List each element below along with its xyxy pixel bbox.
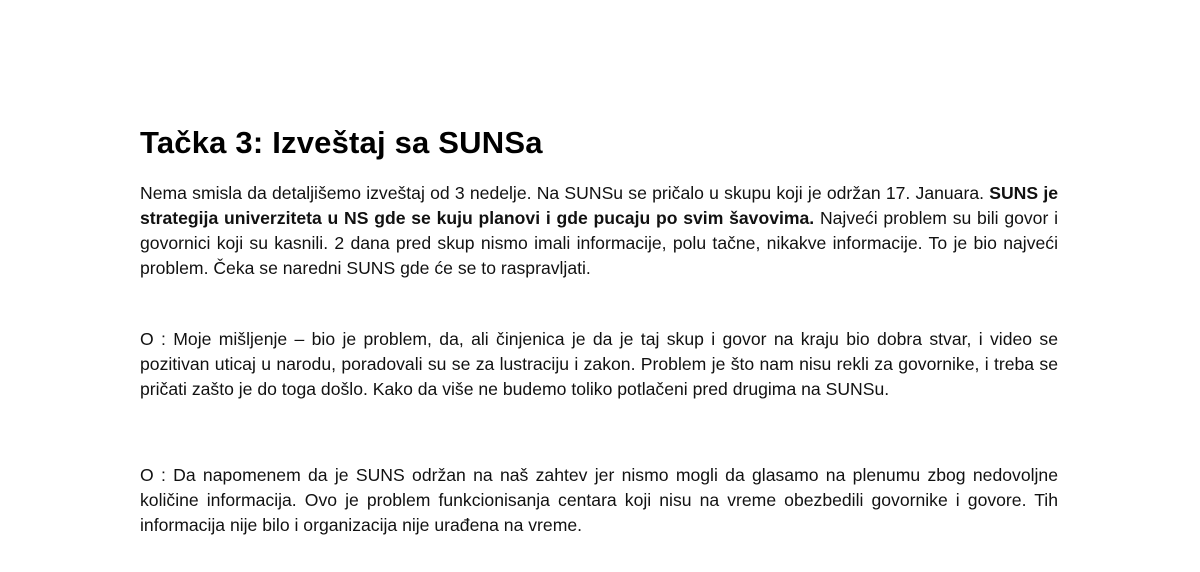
paragraph-report	[140, 181, 1058, 281]
paragraph-opinion-2: O : Da napomenem da je SUNS održan na naš zahtev jer nismo mogli da glasamo na plenumu zbog nedovoljne količine informacija. Ovo je problem funkcionisanja centara koji nisu na vreme obezbedili govornike i govore. Tih informacija nije bilo i organizacija nije urađena na vreme.	[140, 465, 1058, 535]
paragraph-report-rest: Najveći problem su bili govor i govornici koji su kasnili. 2 dana pred skup nismo imali informacije, polu tačne, nikakve informacije. To je bio najveći problem. Čeka se naredni SUNS gde će se to raspravljati.	[140, 208, 1058, 278]
paragraph-opinion-1: O : Moje mišljenje – bio je problem, da, ali činjenica je da je taj skup i govor na kraju bio dobra stvar, i video se pozitivan uticaj u narodu, poradovali su se za lustraciju i zakon. Problem je što nam nisu rekli za govornike, i treba se pričati zašto je do toga došlo. Kako da više ne budemo toliko potlačeni pred drugima na SUNSu.	[140, 329, 1058, 399]
paragraph-report-emphasis: SUNS je strategija univerziteta u NS gde se kuju planovi i gde pucaju po svim šavovima.	[140, 183, 1058, 228]
paragraph-report-intro: Nema smisla da detaljišemo izveštaj od 3 nedelje. Na SUNSu se pričalo u skupu koji je održan 17. Januara.	[140, 183, 990, 203]
section-heading: Tačka 3: Izveštaj sa SUNSa	[140, 125, 543, 160]
